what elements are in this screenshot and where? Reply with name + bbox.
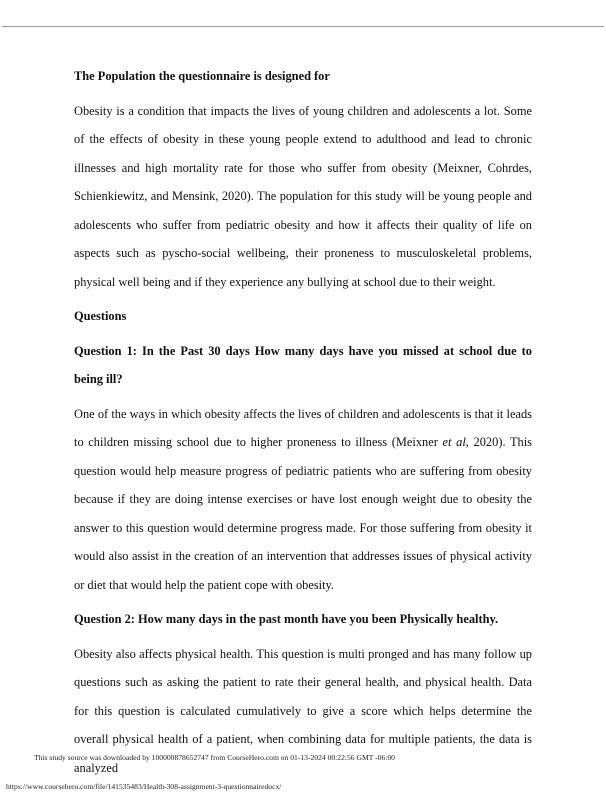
header-divider bbox=[2, 26, 604, 27]
population-heading: The Population the questionnaire is designed for bbox=[74, 69, 330, 83]
q1-text-start: One of the ways in which obesity affects the lives of children and adolescents is that it leads to children missing school due to higher proneness to illness (Meixner bbox=[74, 406, 532, 449]
q1-text-end: , 2020). This question would help measure progress of pediatric patients who are suffering from obesity because if they are doing intense exercises or have lost enough weight due to obesity the answer to this question would determine progress made. For those suffering from obesity it would also assist in the creation of an intervention that addresses issues of physical activity or diet that would help the patient cope with obesity. bbox=[74, 435, 533, 592]
document-body bbox=[74, 62, 532, 782]
population-paragraph: Obesity is a condition that impacts the lives of young children and adolescents a lot. Some of the effects of obesity in these young people extend to adulthood and lead to chronic illnesses and high mortality rate for those who suffer from obesity (Meixner, Cohrdes, Schienkiewitz, and Mensink, 2020). The population for this study will be young people and adolescents who suffer from pediatric obesity and how it affects their quality of life on aspects such as pyscho-social wellbeing, their proneness to musculoskeletal problems, physical well being and if they experience any bullying at school due to their weight. bbox=[74, 103, 532, 289]
question-2-paragraph: Obesity also affects physical health. This question is multi pronged and has many follow up questions such as asking the patient to rate their general health, and physical health. Data for this question is calculated cumulatively to give a score which helps determine the overall physical health of a patient, when combining data for multiple patients, the data is analyzed bbox=[74, 646, 532, 775]
questions-heading: Questions bbox=[74, 309, 127, 323]
source-url[interactable]: https://www.coursehero.com/file/141535483/Health-308-assignment-3-questionnairedocx/ bbox=[6, 782, 282, 791]
question-1-paragraph bbox=[74, 400, 532, 600]
question-2-title: Question 2: How many days in the past month have you been Physically healthy. bbox=[74, 612, 499, 626]
q1-italic-citation: et al bbox=[442, 435, 466, 449]
download-notice: This study source was downloaded by 100000878652747 from CourseHero.com on 01-13-2024 00:22:56 GMT -06:00 bbox=[34, 753, 395, 762]
question-1-title: Question 1: In the Past 30 days How many days have you missed at school due to being ill? bbox=[74, 343, 532, 386]
